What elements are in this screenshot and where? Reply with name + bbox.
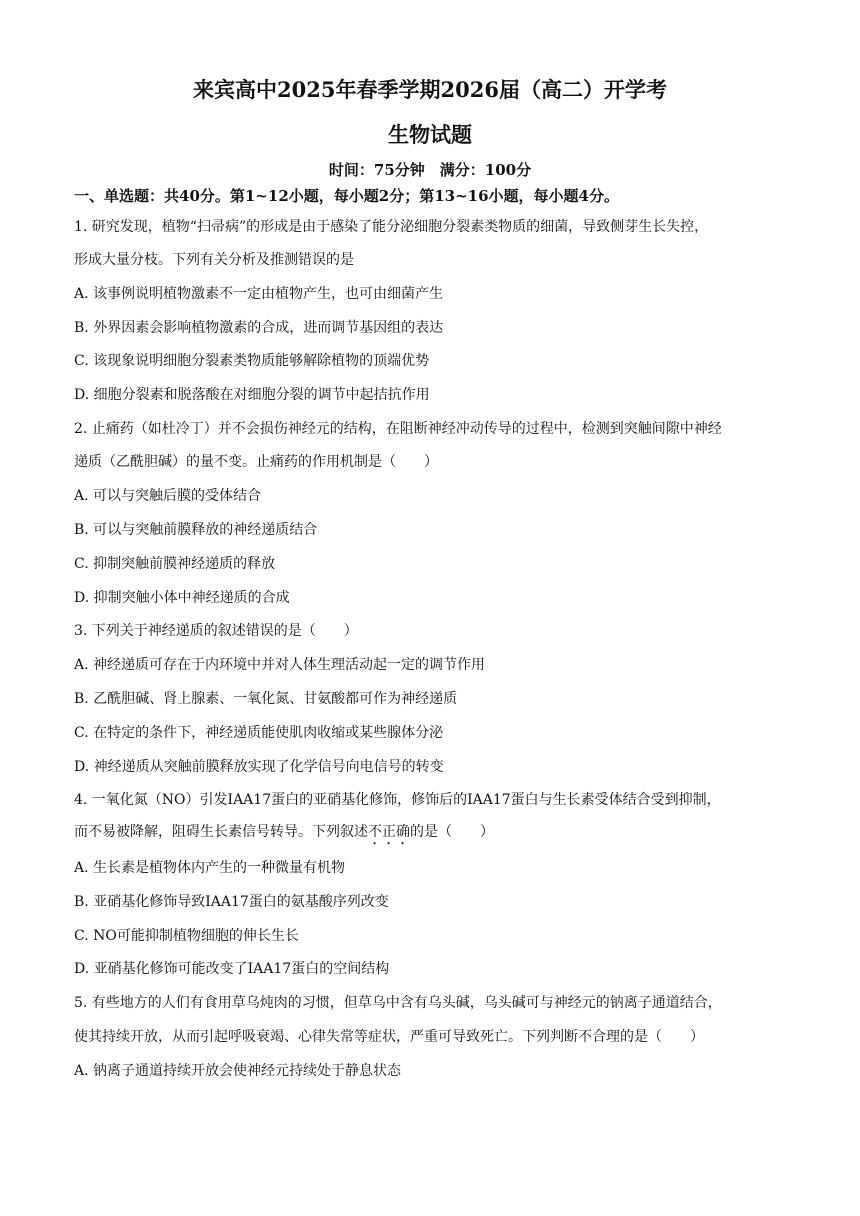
- q2-stem-line-1: 2. 止痛药（如杜冷丁）并不会损伤神经元的结构，在阻断神经冲动传导的过程中，检测到突触间隙中神经: [74, 421, 722, 437]
- q2-option-d: D. 抑制突触小体中神经递质的合成: [74, 590, 290, 606]
- q4-option-b: B. 亚硝基化修饰导致IAA17蛋白的氨基酸序列改变: [74, 894, 389, 910]
- q1-option-c: C. 该现象说明细胞分裂素类物质能够解除植物的顶端优势: [74, 353, 430, 369]
- q3-option-b: B. 乙酰胆碱、肾上腺素、一氧化氮、甘氨酸都可作为神经递质: [74, 691, 458, 707]
- q4-stem-line-1: 4. 一氧化氮（NO）引发IAA17蛋白的亚硝基化修饰，修饰后的IAA17蛋白与生长素受体结合受到抑制，: [74, 792, 721, 808]
- exam-time-info: 时间：75分钟 满分：100分: [328, 161, 532, 179]
- q3-option-a: A. 神经递质可存在于内环境中并对人体生理活动起一定的调节作用: [74, 657, 486, 673]
- q2-stem-line-2: 递质（乙酰胆碱）的量不变。止痛药的作用机制是（ ）: [74, 454, 438, 470]
- q4-stem-line-2-after: 的是（ ）: [410, 824, 494, 840]
- q1-option-d: D. 细胞分裂素和脱落酸在对细胞分裂的调节中起拮抗作用: [74, 387, 430, 403]
- q5-option-a: A. 钠离子通道持续开放会使神经元持续处于静息状态: [74, 1063, 402, 1079]
- q4-option-a: A. 生长素是植物体内产生的一种微量有机物: [74, 860, 346, 876]
- q4-stem-line-2-before: 而不易被降解，阻碍生长素信号转导。下列叙述: [74, 824, 368, 840]
- q1-stem-line-1: 1. 研究发现，植物“扫帚病”的形成是由于感染了能分泌细胞分裂素类物质的细菌，导致侧芽生长失控，: [74, 219, 709, 235]
- q5-stem-line-1: 5. 有些地方的人们有食用草乌炖肉的习惯，但草乌中含有乌头碱，乌头碱可与神经元的钠离子通道结合，: [74, 995, 722, 1011]
- section-heading: 一、单选题：共40分。第1~12小题，每小题2分；第13~16小题，每小题4分。: [74, 187, 619, 205]
- q3-stem-line-1: 3. 下列关于神经递质的叙述错误的是（ ）: [74, 623, 358, 639]
- q4-emphasized-text: 不正确: [368, 824, 410, 840]
- q2-option-c: C. 抑制突触前膜神经递质的释放: [74, 556, 276, 572]
- exam-subtitle: 生物试题: [388, 122, 472, 147]
- q4-stem-line-2: [74, 822, 494, 848]
- exam-title: 来宾高中2025年春季学期2026届（高二）开学考: [193, 77, 667, 102]
- q3-option-d: D. 神经递质从突触前膜释放实现了化学信号向电信号的转变: [74, 759, 444, 775]
- q1-stem-line-2: 形成大量分枝。下列有关分析及推测错误的是: [74, 252, 354, 268]
- q3-option-c: C. 在特定的条件下，神经递质能使肌肉收缩或某些腺体分泌: [74, 725, 444, 741]
- q4-option-c: C. NO可能抑制植物细胞的伸长生长: [74, 928, 299, 944]
- q2-option-a: A. 可以与突触后膜的受体结合: [74, 488, 262, 504]
- q4-option-d: D. 亚硝基化修饰可能改变了IAA17蛋白的空间结构: [74, 961, 390, 977]
- q1-option-b: B. 外界因素会影响植物激素的合成，进而调节基因组的表达: [74, 320, 444, 336]
- q2-option-b: B. 可以与突触前膜释放的神经递质结合: [74, 522, 318, 538]
- q1-option-a: A. 该事例说明植物激素不一定由植物产生，也可由细菌产生: [74, 286, 444, 302]
- q5-stem-line-2: 使其持续开放，从而引起呼吸衰竭、心律失常等症状，严重可导致死亡。下列判断不合理的是（ ）: [74, 1029, 704, 1045]
